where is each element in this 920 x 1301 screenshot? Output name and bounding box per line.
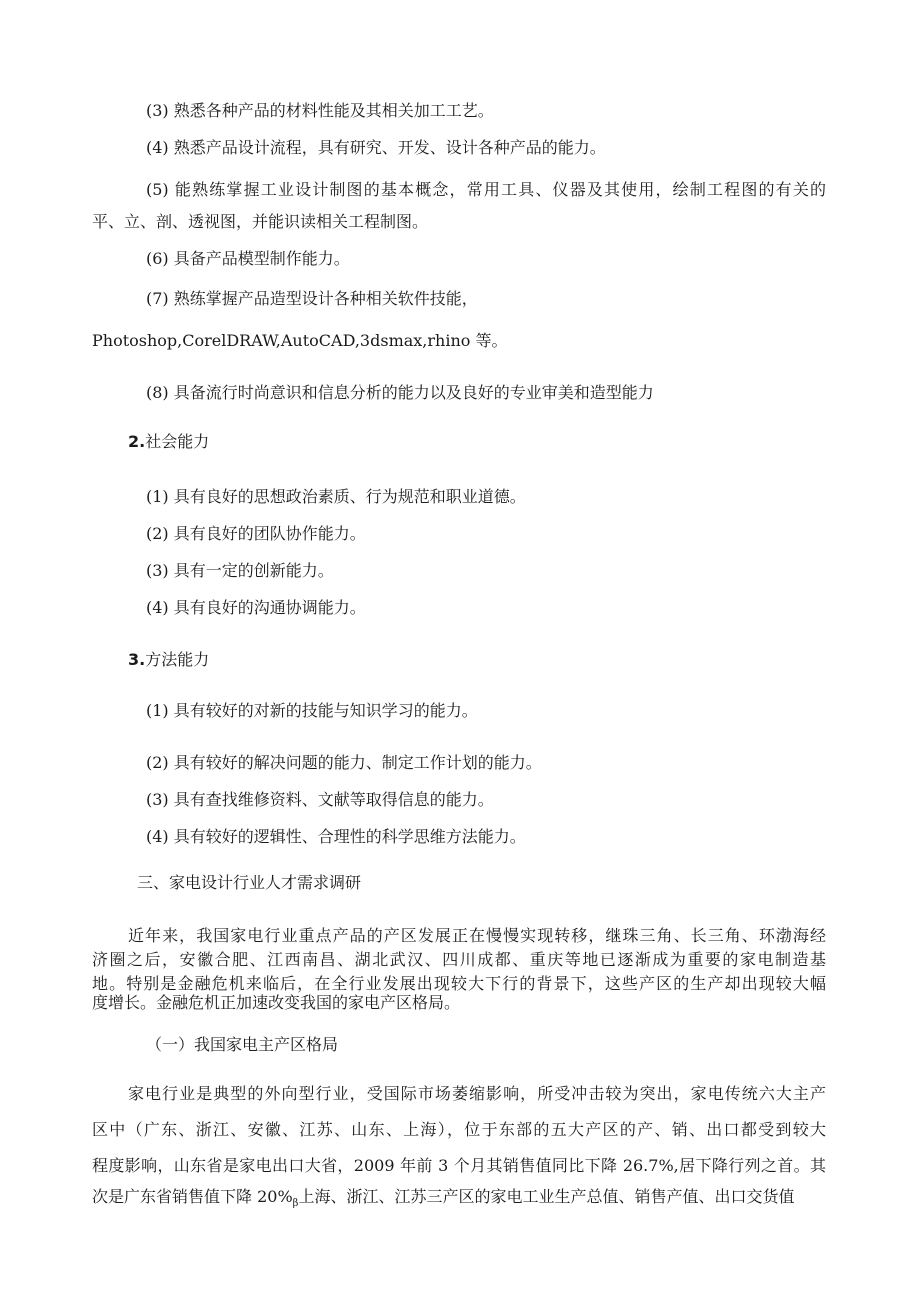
- body-paragraph-line-4: [92, 1189, 794, 1209]
- heading-number: 2.: [128, 432, 146, 451]
- social-item-4: (4) 具有良好的沟通协调能力。: [146, 598, 366, 617]
- professional-item-8: (8) 具备流行时尚意识和信息分析的能力以及良好的专业审美和造型能力: [146, 383, 654, 402]
- method-item-2: (2) 具有较好的解决问题的能力、制定工作计划的能力。: [146, 753, 542, 772]
- social-ability-heading: [128, 434, 209, 450]
- professional-item-5-cont: 平、立、剖、透视图，并能识读相关工程制图。: [92, 212, 429, 231]
- body-text: 上海、浙江、江苏三产区的家电工业生产总值、销售产值、出口交货值: [298, 1187, 795, 1206]
- method-ability-heading: [128, 652, 209, 668]
- intro-paragraph-line-2: 济圈之后，安徽合肥、江西南昌、湖北武汉、四川成都、重庆等地已逐渐成为重要的家电制造基: [92, 950, 826, 969]
- method-item-1: (1) 具有较好的对新的技能与知识学习的能力。: [146, 701, 478, 720]
- intro-paragraph-line-3: 地。特别是金融危机来临后，在全行业发展出现较大下行的背景下，这些产区的生产却出现较大幅: [92, 974, 826, 993]
- professional-item-7: (7) 熟练掌握产品造型设计各种相关软件技能，: [146, 289, 478, 308]
- method-item-3: (3) 具有查找维修资料、文献等取得信息的能力。: [146, 790, 494, 809]
- professional-item-6: (6) 具备产品模型制作能力。: [146, 249, 350, 268]
- method-item-4: (4) 具有较好的逻辑性、合理性的科学思维方法能力。: [146, 827, 526, 846]
- software-list: Photoshop,CorelDRAW,AutoCAD,3dsmax,rhino 等。: [92, 331, 508, 350]
- professional-item-3: (3) 熟悉各种产品的材料性能及其相关加工工艺。: [146, 101, 494, 120]
- body-paragraph-line-1: 家电行业是典型的外向型行业，受国际市场萎缩影响，所受冲击较为突出，家电传统六大主产: [128, 1084, 826, 1103]
- body-paragraph-line-3: 程度影响，山东省是家电出口大省，2009 年前 3 个月其销售值同比下降 26.7%,居下降行列之首。其: [92, 1156, 826, 1175]
- social-item-3: (3) 具有一定的创新能力。: [146, 561, 334, 580]
- professional-item-5: (5) 能熟练掌握工业设计制图的基本概念，常用工具、仪器及其使用，绘制工程图的有关的: [146, 180, 826, 199]
- heading-number: 3.: [128, 650, 146, 669]
- social-item-2: (2) 具有良好的团队协作能力。: [146, 524, 366, 543]
- heading-title: 方法能力: [145, 650, 210, 669]
- intro-paragraph-line-1: 近年来，我国家电行业重点产品的产区发展正在慢慢实现转移，继珠三角、长三角、环渤海经: [128, 926, 826, 945]
- body-text: 次是广东省销售值下降 20%: [92, 1187, 293, 1206]
- body-paragraph-line-2: 区中（广东、浙江、安徽、江苏、山东、上海），位于东部的五大产区的产、销、出口都受到较大: [92, 1120, 826, 1139]
- social-item-1: (1) 具有良好的思想政治素质、行为规范和职业道德。: [146, 487, 526, 506]
- subscript-mark: β: [292, 1198, 299, 1210]
- section-heading: 三、家电设计行业人才需求调研: [137, 873, 362, 892]
- intro-paragraph-line-4: 度增长。金融危机正加速改变我国的家电产区格局。: [92, 993, 461, 1012]
- subheading: （一）我国家电主产区格局: [146, 1035, 339, 1054]
- professional-item-4: (4) 熟悉产品设计流程，具有研究、开发、设计各种产品的能力。: [146, 138, 606, 157]
- heading-title: 社会能力: [145, 432, 210, 451]
